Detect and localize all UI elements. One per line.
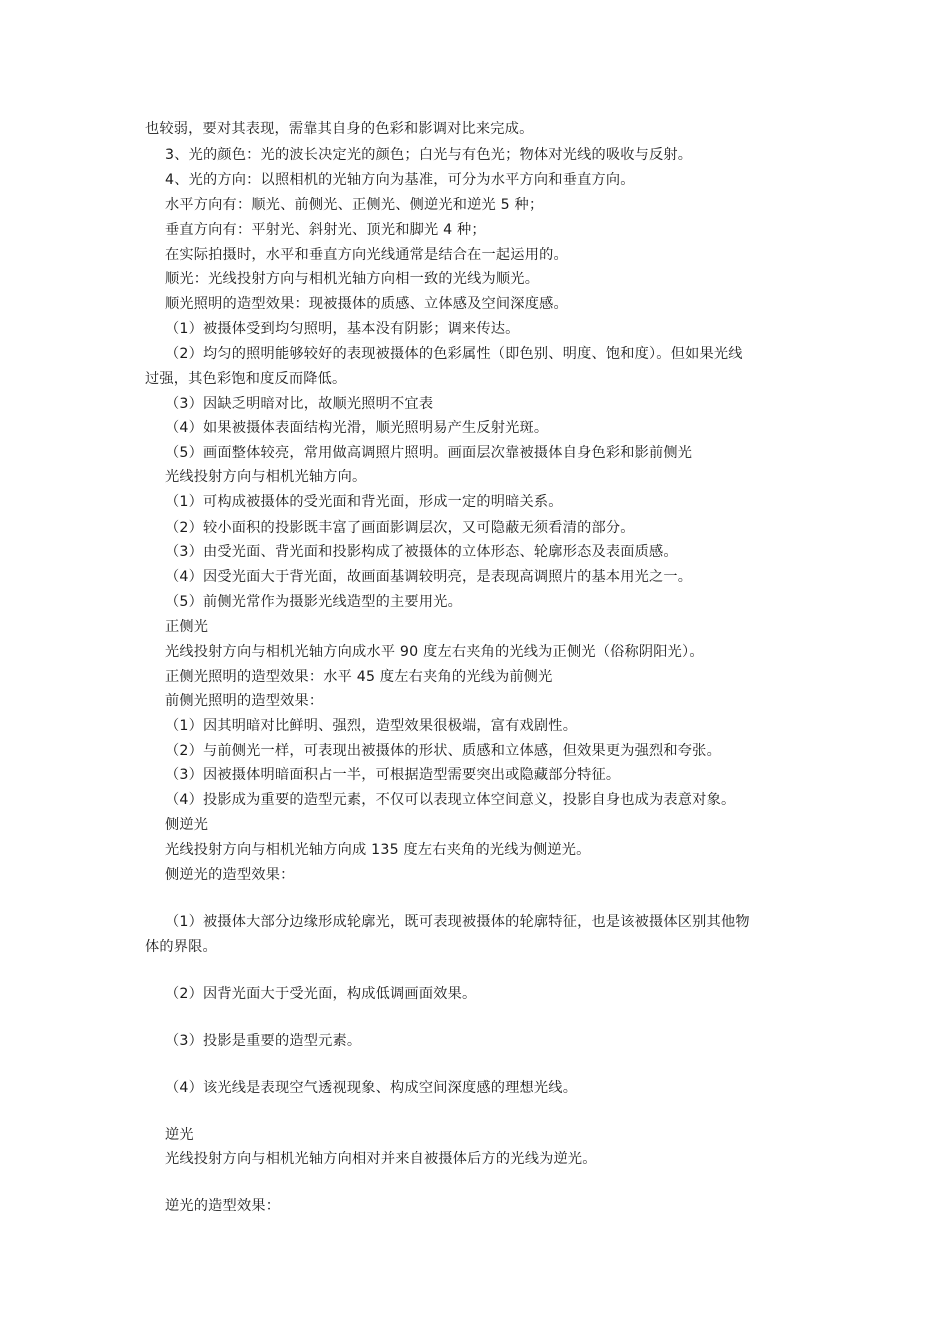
text-line: （3）因缺乏明暗对比，故顺光照明不宜表 <box>165 396 434 412</box>
text-line: （2）与前侧光一样，可表现出被摄体的形状、质感和立体感，但效果更为强烈和夸张。 <box>165 743 721 759</box>
text-line: （4）投影成为重要的造型元素，不仅可以表现立体空间意义，投影自身也成为表意对象。 <box>165 792 736 808</box>
text-line: 光线投射方向与相机光轴方向成 135 度左右夹角的光线为侧逆光。 <box>165 842 591 858</box>
text-line: 过强，其色彩饱和度反而降低。 <box>145 371 347 387</box>
text-line: 光线投射方向与相机光轴方向相对并来自被摄体后方的光线为逆光。 <box>165 1151 597 1167</box>
text-line: 正侧光照明的造型效果：水平 45 度左右夹角的光线为前侧光 <box>165 669 553 685</box>
text-line: 光线投射方向与相机光轴方向。 <box>165 469 367 485</box>
text-line: 前侧光照明的造型效果： <box>165 693 324 709</box>
text-line: 4、光的方向：以照相机的光轴方向为基准，可分为水平方向和垂直方向。 <box>165 172 635 188</box>
text-line: 顺光：光线投射方向与相机光轴方向相一致的光线为顺光。 <box>165 271 540 287</box>
text-line: 垂直方向有：平射光、斜射光、顶光和脚光 4 种； <box>165 222 486 238</box>
text-line: （4）如果被摄体表面结构光滑，顺光照明易产生反射光斑。 <box>165 420 549 436</box>
text-line: （1）被摄体大部分边缘形成轮廓光，既可表现被摄体的轮廓特征，也是该被摄体区别其他物 <box>165 914 750 930</box>
text-line: 侧逆光的造型效果： <box>165 867 295 883</box>
text-line: （2）均匀的照明能够较好的表现被摄体的色彩属性（即色别、明度、饱和度）。但如果光线 <box>165 346 743 362</box>
text-line: （1）因其明暗对比鲜明、强烈，造型效果很极端，富有戏剧性。 <box>165 718 578 734</box>
text-line: 3、光的颜色：光的波长决定光的颜色；白光与有色光；物体对光线的吸收与反射。 <box>165 147 693 163</box>
text-line: 逆光 <box>165 1127 194 1143</box>
text-line: （1）可构成被摄体的受光面和背光面，形成一定的明暗关系。 <box>165 494 563 510</box>
text-line: （1）被摄体受到均匀照明，基本没有阴影；调来传达。 <box>165 321 520 337</box>
text-line: 逆光的造型效果： <box>165 1198 281 1214</box>
text-line: 正侧光 <box>165 619 209 635</box>
text-line: （4）该光线是表现空气透视现象、构成空间深度感的理想光线。 <box>165 1080 578 1096</box>
text-line: （3）因被摄体明暗面积占一半，可根据造型需要突出或隐藏部分特征。 <box>165 767 621 783</box>
text-line: 体的界限。 <box>145 939 217 955</box>
text-line: （4）因受光面大于背光面，故画面基调较明亮，是表现高调照片的基本用光之一。 <box>165 569 693 585</box>
text-line: 也较弱，要对其表现，需靠其自身的色彩和影调对比来完成。 <box>145 121 534 137</box>
text-line: 在实际拍摄时，水平和垂直方向光线通常是结合在一起运用的。 <box>165 247 568 263</box>
text-line: 光线投射方向与相机光轴方向成水平 90 度左右夹角的光线为正侧光（俗称阴阳光）。 <box>165 644 704 660</box>
text-line: （2）较小面积的投影既丰富了画面影调层次，又可隐蔽无须看清的部分。 <box>165 520 635 536</box>
text-line: （3）由受光面、背光面和投影构成了被摄体的立体形态、轮廓形态及表面质感。 <box>165 544 678 560</box>
text-line: （5）画面整体较亮，常用做高调照片照明。画面层次靠被摄体自身色彩和影前侧光 <box>165 445 693 461</box>
text-line: （2）因背光面大于受光面，构成低调画面效果。 <box>165 986 477 1002</box>
text-line: （3）投影是重要的造型元素。 <box>165 1033 362 1049</box>
text-line: 侧逆光 <box>165 817 209 833</box>
text-line: 顺光照明的造型效果：现被摄体的质感、立体感及空间深度感。 <box>165 296 568 312</box>
text-line: 水平方向有：顺光、前侧光、正侧光、侧逆光和逆光 5 种； <box>165 197 544 213</box>
text-line: （5）前侧光常作为摄影光线造型的主要用光。 <box>165 594 462 610</box>
